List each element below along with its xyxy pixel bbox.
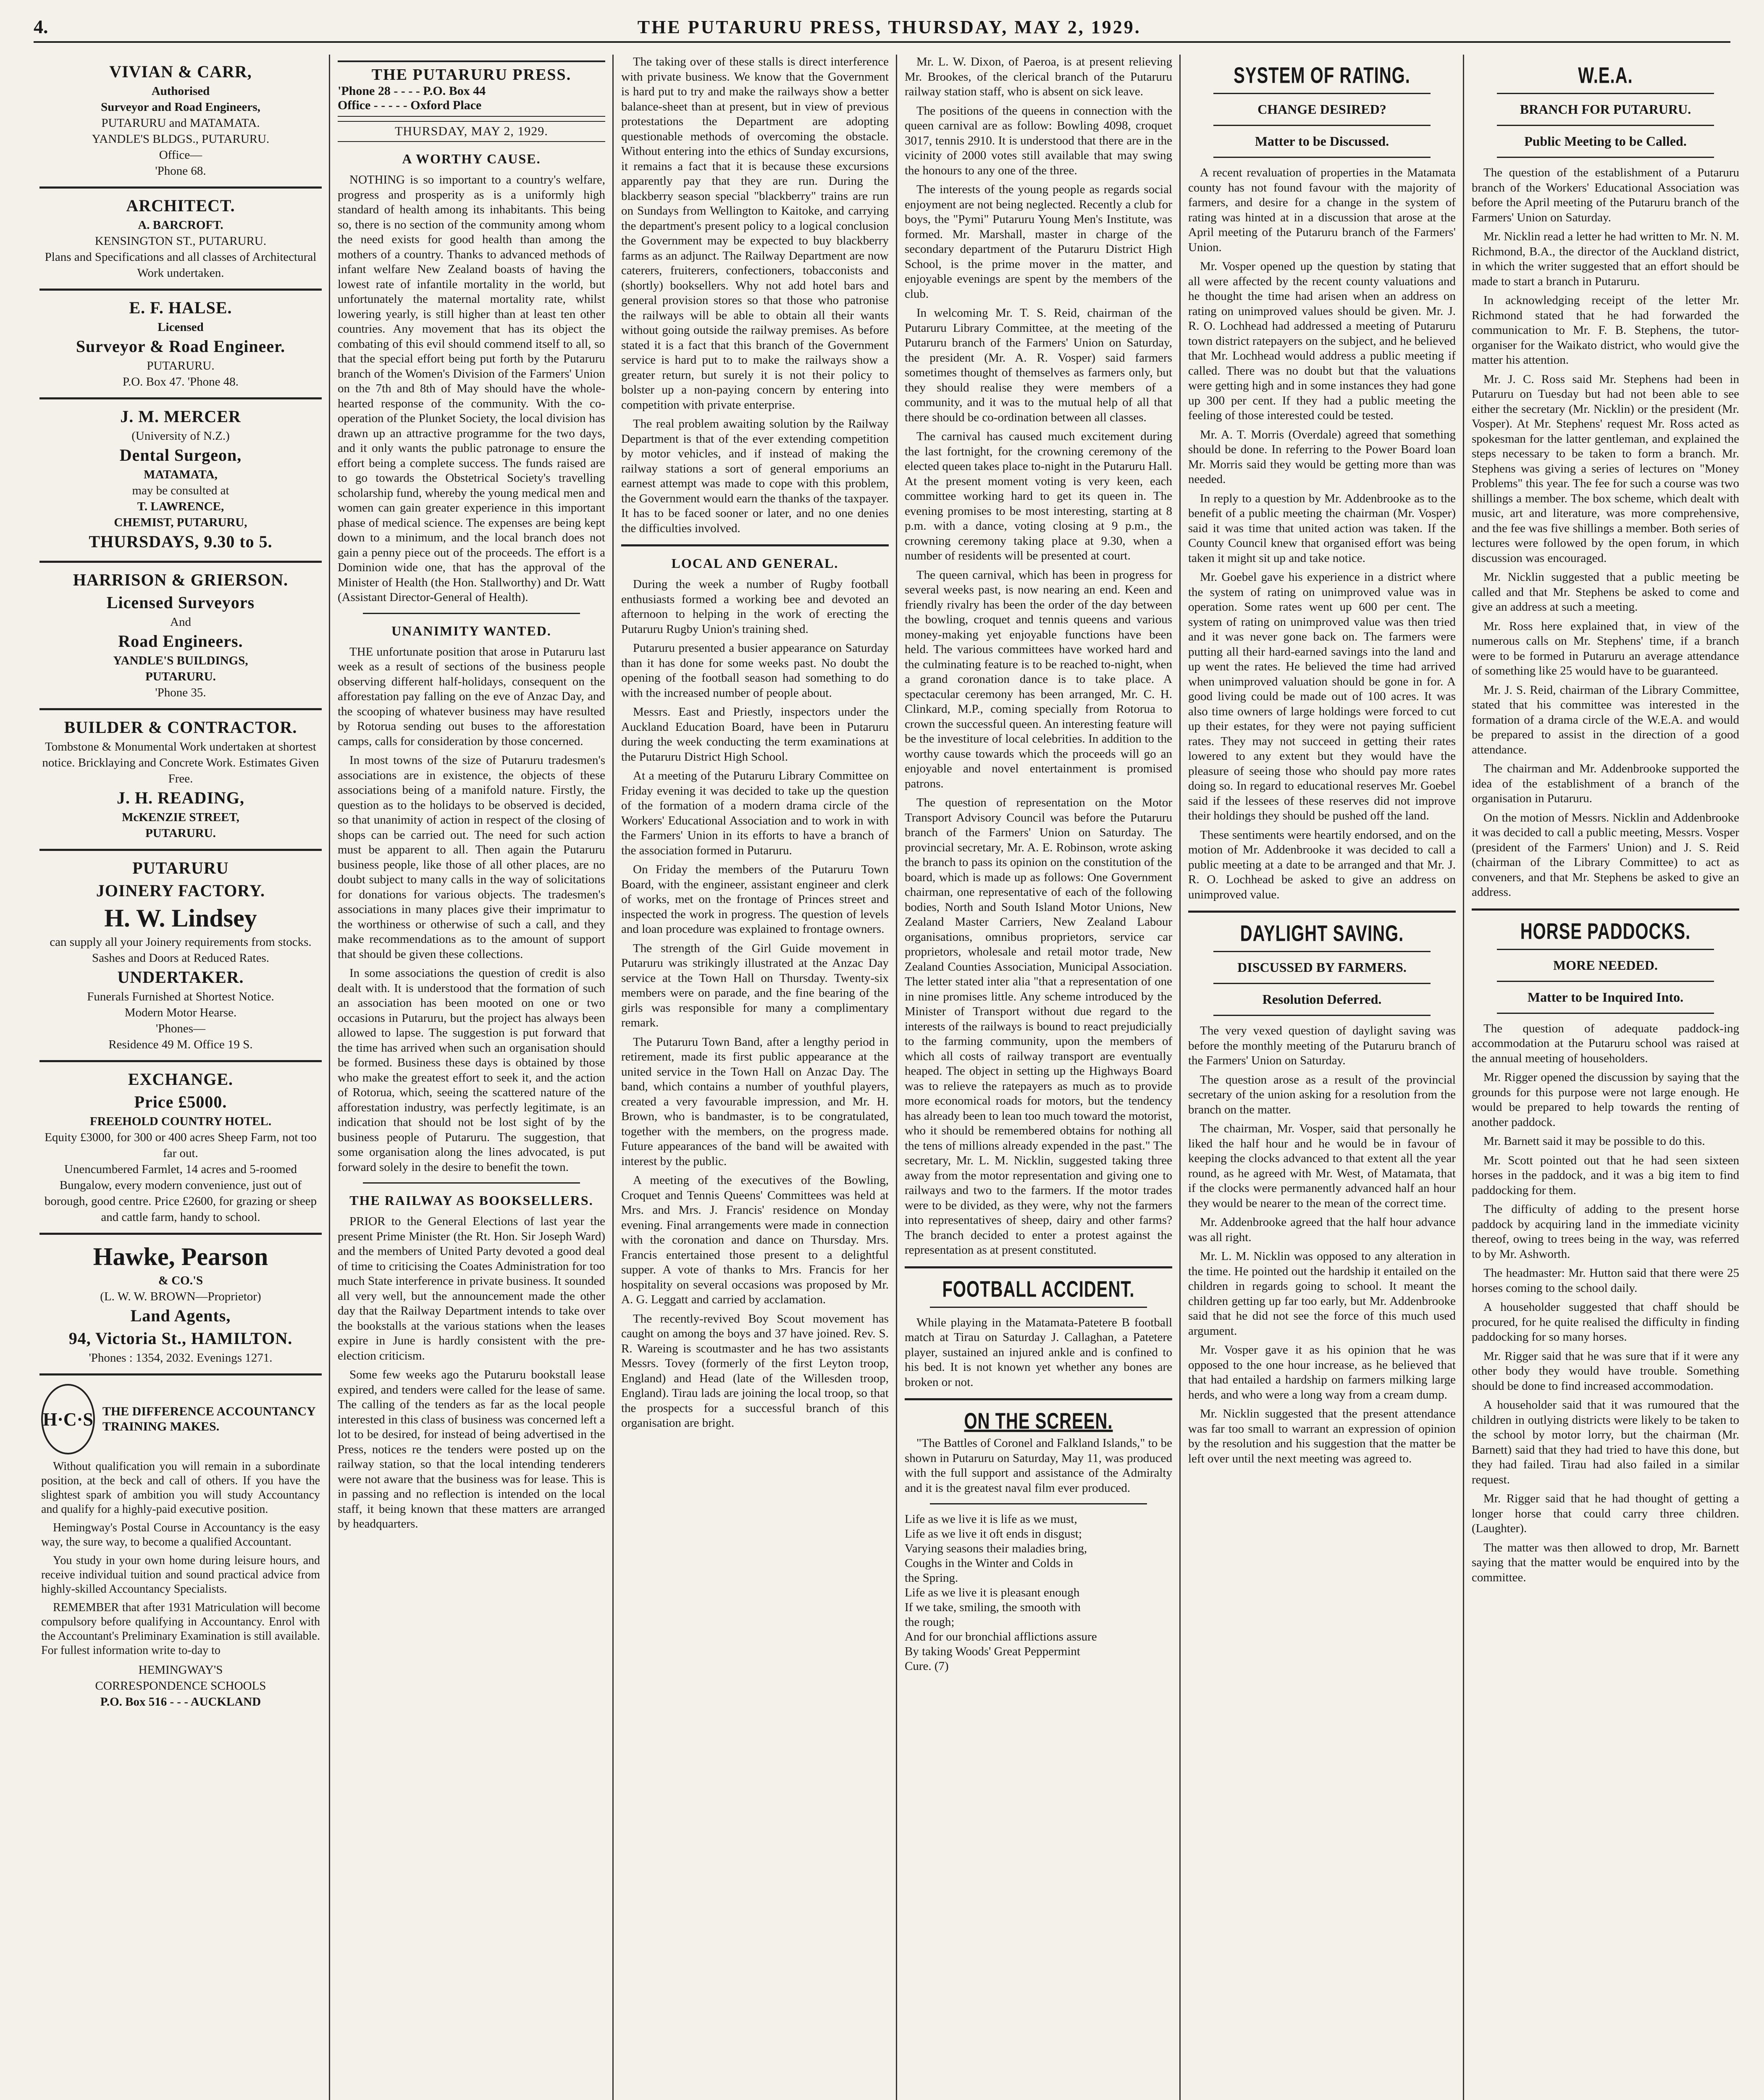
article-paragraph: The chairman, Mr. Vosper, said that personally he liked the half hour and he would be in favour of keeping the clocks advanced to that extent all the year round, as he agreed with Mr. West, of Matamata, that if the clocks were permanently advanced half an hour they would be nearer to the mean of the correct time. xyxy=(1188,1122,1456,1210)
article-paragraph: The interests of the young people as regards social enjoyment are not being neglected. Recently a club for boys, the "Pymi" Putaruru Young Men's Institute, was formed. Mr. Marshall, master in charge of the secondary department of the Putaruru District High School, is the prime mover in the matter, and enjoyable evenings are spent by the members of the club. xyxy=(905,183,1172,301)
ad-line: 'Phones : 1354, 2032. Evenings 1271. xyxy=(89,1351,273,1365)
article-paragraph: The difficulty of adding to the present horse paddock by acquiring land in the immediate vicinity thereof, owing to trees being in the way, was referred to by Mr. Ashworth. xyxy=(1472,1202,1739,1261)
ad-line: P.O. Box 47. 'Phone 48. xyxy=(123,375,239,388)
divider xyxy=(1213,93,1431,94)
article-paragraph: The question of the establishment of a Putaruru branch of the Workers' Educational Association was before the April meeting of the Putaruru branch of the Farmers' Union on Saturday. xyxy=(1472,166,1739,224)
press-phone: 'Phone 28 - - - - P.O. Box 44 xyxy=(338,84,486,98)
article-paragraph: Mr. Scott pointed out that he had seen sixteen horses in the paddock, and it was a big item to find paddocking for them. xyxy=(1472,1153,1739,1197)
article-subheading: Public Meeting to be Called. xyxy=(1524,134,1687,149)
article-paragraph: The matter was then allowed to drop, Mr. Barnett saying that the matter would be enquired into by the committee. xyxy=(1472,1541,1739,1584)
ad-line: JOINERY FACTORY. xyxy=(96,881,265,900)
ad-line: EXCHANGE. xyxy=(128,1070,234,1089)
ad-builder xyxy=(39,710,322,851)
advert-poem xyxy=(905,1512,1172,1674)
divider xyxy=(1497,157,1714,158)
article-paragraph: The positions of the queens in connection with the queen carnival are as follow: Bowling 4098, croquet 3017, tennis 2910. It is understood that there are in the vicinity of 2000 votes still available that may swing the honours to any one of the three. xyxy=(905,104,1172,177)
ad-halse xyxy=(39,291,322,399)
article-paragraph: The queen carnival, which has been in progress for several weeks past, is now nearing an end. Keen and friendly rivalry has been the order of the day between the bowling, croquet and tennis queens and various money-making yet enjoyable functions have been held. The various committees have worked hard and the culminating feature is to be reached to-night, when a grand coronation dance is to take place. A spectacular ceremony has been arranged, Mr. C. H. Clinkard, M.P., coming specially from Rotorua to crown the successful queen. An interesting feature will be the investiture of local celebrities. In addition to the worthy cause towards which the proceeds will go an enjoyable and novel entertainment is promised patrons. xyxy=(905,568,1172,790)
ad-line: YANDLE'S BUILDINGS, xyxy=(113,654,248,667)
divider xyxy=(1497,1013,1714,1014)
article-paragraph: A recent revaluation of properties in the Matamata county has not found favour with the majority of farmers, and desire for a change in the system of rating was hinted at in a discussion that arose at the April meeting of the Putaruru branch of the Farmers' Union. xyxy=(1188,166,1456,254)
column-rule xyxy=(1463,55,1464,2100)
ad-architect xyxy=(39,189,322,291)
article-heading: LOCAL AND GENERAL. xyxy=(671,556,839,571)
article-paragraph: PRIOR to the General Elections of last year the present Prime Minister (the Rt. Hon. Sir Joseph Ward) and the members of United Party devoted a good deal of time to criticising the Coates Administration for too much State interference in private business. It sounded all very well, but the announcement made the other day that the Railway Department intends to take over the bookstalls at the various stations when the leases expire in June is hardly consistent with the pre-election criticism. xyxy=(338,1215,605,1362)
divider xyxy=(1213,983,1431,984)
article-paragraph: Some few weeks ago the Putaruru bookstall lease expired, and tenders were called for the lease of same. The calling of the tenders as far as the local people interested in this class of business was concerned left a lot to be desired, for instead of being advertised in the Press, notices re the tenders were posted up on the railway station, so that the local intending tenderers were not aware that the business was for lease. This is in passing and no reflection is intended on the local staff, it being known that these matters are arranged by headquarters. xyxy=(338,1368,606,1530)
hcs-banner xyxy=(41,1384,320,1454)
ad-line: Road Engineers. xyxy=(118,632,243,651)
ad-line: Modern Motor Hearse. xyxy=(124,1006,237,1019)
ad-line: Licensed xyxy=(158,320,204,334)
ad-line: 94, Victoria St., HAMILTON. xyxy=(68,1329,293,1348)
ad-line: McKENZIE STREET, xyxy=(122,811,239,824)
ad-line: HEMINGWAY'S xyxy=(138,1663,223,1677)
article-heading: FOOTBALL ACCIDENT. xyxy=(942,1276,1135,1302)
column-rule xyxy=(329,55,330,2100)
article-heading: HORSE PADDOCKS. xyxy=(1520,919,1691,944)
hcs-logo-icon: H·C·S xyxy=(41,1384,95,1454)
ad-line: Surveyor and Road Engineers, xyxy=(101,100,260,114)
article-paragraph: Mr. Vosper opened up the question by stating that all were affected by the recent county valuations and he thought the time had arisen when an address on rating on unimproved values should be given. Mr. J. R. O. Lochhead had addressed a meeting of Putaruru town district ratepayers on the subject, and he believed that Mr. Lochhead would address a public meeting if called. There was no doubt but that the valuations were getting high and in some instances they had gone up 300 per cent. If they had a public meeting the feeling of those interested could be tested. xyxy=(1188,260,1456,422)
ad-line: Plans and Specifications and all classes of Architectural Work undertaken. xyxy=(45,250,317,280)
news-column-5 xyxy=(1182,55,1462,2100)
poem-line: If we take, smiling, the smooth with xyxy=(905,1601,1081,1614)
article-paragraph: Mr. Vosper gave it as his opinion that he was opposed to the one hour increase, as he believed that that had entailed a hardship on farmers milking large herds, and who were a long way from a cream dump. xyxy=(1188,1343,1456,1402)
article-paragraph: On the motion of Messrs. Nicklin and Addenbrooke it was decided to call a public meeting, Messrs. Vosper (president of the Farmers' Union) and J. S. Reid (chairman of the Library Committee) to act as conveners, and that Mr. Stephens be asked to give an address. xyxy=(1472,811,1739,899)
divider xyxy=(621,544,889,546)
article-paragraph: Mr. Nicklin suggested that the present attendance was far too small to warrant an expression of opinion by the resolution and his suggestion that the matter be left over until the next meeting was agreed to. xyxy=(1188,1407,1456,1465)
ad-line: Unencumbered Farmlet, 14 acres and 5-roomed Bungalow, every modern convenience, just out of borough, good centre. Price £2600, for grazing or sheep and cattle farm, handy to school. xyxy=(44,1163,317,1224)
poem-line: By taking Woods' Great Peppermint xyxy=(905,1645,1080,1658)
ad-paragraph: Hemingway's Postal Course in Accountancy is the easy way, the sure way, to become a qualified Accountant. xyxy=(41,1521,320,1549)
article-paragraph: The taking over of these stalls is direct interference with private business. We know that the Government is hard put to try and make the railways show a better balance-sheet than at present, but in view of previous protestations the Department are adopting questionable methods of overcoming the obstacle. Without entering into the ethics of Sunday excursions, it remains a fact that it is because these excursions apparently pay that they are run. During the blackberry season special "blackberry" trains are run on Sundays from Wellington to Kaitoke, and carrying the department's present policy to a logical conclusion the Government may be expected to buy blackberry farms as an adjunct. The Railway Department are now caterers, fruiterers, confectioners, tobacconists and (shortly) booksellers. Why not add hotel bars and general provision stores so that those who patronise the railways will be able to obtain all their wants without going outside the railway premises. As before stated it is a fact that this branch of the Government service is hard put to to make the railways show a greater return, but surely it is not their policy to bolster up a non-paying concern by entering into competition with private enterprise. xyxy=(621,55,889,412)
ad-line: H. W. Lindsey xyxy=(104,904,257,932)
article-paragraph: Mr. Ross here explained that, in view of the numerous calls on Mr. Stephens' time, if a branch were to be formed in Putaruru an average attendance of something like 25 would have to be guaranteed. xyxy=(1472,619,1739,677)
article-subheading: DISCUSSED BY FARMERS. xyxy=(1237,960,1407,975)
ad-line: Licensed Surveyors xyxy=(106,593,255,612)
column-rule xyxy=(612,55,614,2100)
article-paragraph: The very vexed question of daylight saving was before the monthly meeting of the Putaruru branch of the Farmers' Union on Saturday. xyxy=(1188,1024,1456,1067)
article-paragraph: In reply to a question by Mr. Addenbrooke as to the benefit of a public meeting the chairman (Mr. Vosper) said it was time that united action was taken. If the County Council knew that organised effort was being taken it might sit up and take notice. xyxy=(1188,491,1456,565)
article-heading: ON THE SCREEN. xyxy=(964,1409,1113,1434)
ad-line: (University of N.Z.) xyxy=(131,429,230,443)
press-flag xyxy=(338,60,605,117)
article-paragraph: Mr. Nicklin suggested that a public meeting be called and that Mr. Stephens be asked to come and give an address at such a meeting. xyxy=(1472,570,1739,614)
article-paragraph: The real problem awaiting solution by the Railway Department is that of the ever extending competition by motor vehicles, and if instead of making the railway stations a sort of general emporiums an earnest attempt was made to cope with this problem, the Government would earn the thanks of the taxpayer. It has to be faced sooner or later, and no one denies the difficulties involved. xyxy=(621,417,889,535)
article-paragraph: Mr. Addenbrooke agreed that the half hour advance was all right. xyxy=(1188,1215,1456,1244)
article-paragraph: The recently-revived Boy Scout movement has caught on among the boys and 37 have joined. Rev. S. R. Wareing is scoutmaster and he has two assistants Messrs. Tovey (formerly of the first Leyton troop, England) and Head (late of the Willesden troop, England). Tirau lads are joining the local troop, so that the prospects for a successful branch of this organisation are bright. xyxy=(621,1312,889,1430)
ad-line: PUTARURU. xyxy=(145,827,216,840)
ad-joinery xyxy=(39,851,322,1062)
article-paragraph: NOTHING is so important to a country's welfare, progress and prosperity as is a uniformly high standard of health among its inhabitants. This being so, there is no section of the community among whom the need exists for good health than among the mothers of a country. Thanks to advanced methods of infant welfare New Zealand boasts of having the lowest rate of infantile mortality in the world, but unfortunately the maternal mortality rate, whilst lowering yearly, is still higher than at least ten other countries. Any movement that has its object the combating of this evil should commend itself to all, so that the special effort being put forth by the Putaruru branch of the Women's Division of the Farmers' Union on the 7th and 8th of May should have the whole-hearted response of the community. With the co-operation of the Plunket Society, the local division has drawn up an attractive programme for the two days, and it only wants the public patronage to ensure the effort being a complete success. The funds raised are to go towards the Obstetrical Society's travelling scholarship fund, whereby the young medical men and women can gain greater experience in this important phase of medical science. The expenses are being kept down to a minimum, and the local branch does not gain a penny piece out of the proceeds. The effort is a Dominion wide one, that has the approval of the Minister of Health (the Hon. Stallworthy) and Dr. Watt (Assistant Director-General of Health). xyxy=(338,173,605,604)
article-paragraph: A householder suggested that chaff should be procured, for he quite realised the difficulty in finding paddocking for so many horses. xyxy=(1472,1300,1739,1344)
article-heading: THE RAILWAY AS BOOKSELLERS. xyxy=(349,1193,593,1208)
press-office: Office - - - - - Oxford Place xyxy=(338,98,482,112)
advertisement-column xyxy=(34,55,328,2100)
article-paragraph: On Friday the members of the Putaruru Town Board, with the engineer, assistant engineer and clerk of works, met on the frontage of Princes street and inspected the work in progress. The question of levels and loan procedure was explained to frontage owners. xyxy=(621,863,889,936)
news-column-6 xyxy=(1466,55,1745,2100)
article-paragraph: Mr. Barnett said it may be possible to do this. xyxy=(1483,1134,1705,1148)
ad-line: can supply all your Joinery requirements from stocks. Sashes and Doors at Reduced Rates. xyxy=(50,935,312,965)
ad-hemingway xyxy=(39,1376,322,1717)
ad-line: Surveyor & Road Engineer. xyxy=(76,337,286,356)
article-paragraph: A householder said that it was rumoured that the children in outlying districts were likely to be taken to the school by motor lorry, but the chairman (Mr. Barnett) said that they had tried to have this done, but they had failed. Tirau had also failed in a similar request. xyxy=(1472,1398,1739,1486)
article-paragraph: While playing in the Matamata-Patetere B football match at Tirau on Saturday J. Callaghan, a Patetere player, sustained an injured ankle and is confined to his bed. It is not known yet whether any bones are broken or not. xyxy=(905,1315,1172,1389)
ad-line: Authorised xyxy=(151,84,210,98)
ad-line: CORRESPONDENCE SCHOOLS xyxy=(95,1679,266,1693)
article-subheading: Matter to be Discussed. xyxy=(1255,134,1389,149)
article-paragraph: The carnival has caused much excitement during the last fortnight, for the crowning ceremony of the elected queen takes place to-night in the Putaruru Hall. At the present moment voting is very keen, each committee working hard to get its queen in. The evening promises to be most interesting, starting at 8 p.m. with a dance, voting closing at 9 p.m., the crowning ceremony taking place at 9.30, when a number of residents will be presented at court. xyxy=(905,430,1172,562)
ad-line: BUILDER & CONTRACTOR. xyxy=(64,718,297,737)
article-subheading: Resolution Deferred. xyxy=(1262,992,1382,1007)
ad-line: VIVIAN & CARR, xyxy=(109,62,252,81)
article-paragraph: Messrs. East and Priestly, inspectors under the Auckland Education Board, have been in Putaruru during the week conducting the term examinations at the Putaruru District High School. xyxy=(621,705,889,764)
ad-paragraph: REMEMBER that after 1931 Matriculation will become compulsory before qualifying in Accountancy. Enrol with the Accountant's Preliminary Examination is still available. For fullest information write to-day to xyxy=(41,1601,320,1657)
article-paragraph: Mr. L. W. Dixon, of Paeroa, is at present relieving Mr. Brookes, of the clerical branch of the Putaruru railway station staff, who is absent on sick leave. xyxy=(905,55,1172,98)
article-paragraph: The headmaster: Mr. Hutton said that there were 25 horses coming to the school daily. xyxy=(1472,1266,1739,1295)
article-paragraph: The question of adequate paddock-ing accommodation at the Putaruru school was raised at the annual meeting of householders. xyxy=(1472,1021,1739,1065)
article-heading: W.E.A. xyxy=(1578,63,1633,88)
news-column-4 xyxy=(899,55,1178,2100)
ad-line: Tombstone & Monumental Work undertaken at shortest notice. Bricklaying and Concrete Work. Estimates Given Free. xyxy=(42,740,319,785)
ad-line: Funerals Furnished at Shortest Notice. xyxy=(87,990,274,1003)
ad-hawke-pearson xyxy=(39,1235,322,1376)
article-paragraph: In most towns of the size of Putaruru tradesmen's associations are in existence, the objects of these associations being of a manifold nature. Firstly, the question as to the holidays to be observed is decided, so that unanimity of action in respect of the closing of shops can be carried out. The need for such action must be apparent to all. Then again the Putaruru business people, like those of all other places, are no doubt subject to many calls in the way of solicitations for donations for various objects. The tradesmen's associations in many places give their imprimatur to the worthiness or otherwise of such a call, and they make recommendations as to the amount of support that should be given these collections. xyxy=(338,753,605,961)
ad-line: PUTARURU. xyxy=(145,670,216,683)
ad-line: P.O. Box 516 - - - AUCKLAND xyxy=(100,1695,261,1709)
ad-harrison-grierson xyxy=(39,563,322,710)
ad-exchange xyxy=(39,1062,322,1235)
divider xyxy=(930,1503,1147,1504)
divider xyxy=(930,1307,1147,1308)
ad-line: UNDERTAKER. xyxy=(117,968,244,987)
ad-line: PUTARURU. xyxy=(147,359,215,373)
ad-line: Land Agents, xyxy=(130,1306,231,1325)
article-subheading: MORE NEEDED. xyxy=(1553,957,1658,973)
ad-line: (L. W. W. BROWN—Proprietor) xyxy=(100,1290,261,1303)
ad-line: CHEMIST, PUTARURU, xyxy=(114,516,247,529)
article-paragraph: Mr. A. T. Morris (Overdale) agreed that something should be done. In referring to the Power Board loan Mr. Morris said they would be getting more than was needed. xyxy=(1188,428,1456,486)
article-paragraph: These sentiments were heartily endorsed, and on the motion of Mr. Addenbrooke it was decided to call a public meeting at a date to be arranged and that Mr. J. R. O. Lochhead be asked to give an address on unimproved value. xyxy=(1188,828,1456,901)
ad-line: J. M. MERCER xyxy=(120,407,241,426)
poem-line: Life as we live it oft ends in disgust; xyxy=(905,1527,1082,1541)
ad-line: 'Phone 68. xyxy=(155,164,206,178)
ad-line: THURSDAYS, 9.30 to 5. xyxy=(89,532,273,551)
article-paragraph: Mr. Goebel gave his experience in a district where the system of rating on unimproved value was in operation. Some rates went up 600 per cent. The system of rating on unimproved value was then tried and it was never gone back on. The farmers were putting all their hard-earned savings into the land and up went the rates. He believed the time had arrived when unimproved valuation should be gone in for. A good living could be made out of 100 acres. It was also time owners of large holdings were forced to cut up their estates, for they were not paying sufficient rates. They may not succeed in getting their rates lowered to any extent but they would have the pleasure of seeing those who should pay more rates doing so. In regard to educational reserves Mr. Goebel said if the lessees of these reserves did not improve their holdings they should be pushed off the land. xyxy=(1188,570,1456,822)
ad-line: PUTARURU xyxy=(132,858,229,877)
divider xyxy=(1497,949,1714,950)
poem-line: Coughs in the Winter and Colds in xyxy=(905,1557,1074,1570)
divider xyxy=(1497,981,1714,982)
article-paragraph: The chairman and Mr. Addenbrooke supported the idea of the establishment of a branch of the organisation in Putaruru. xyxy=(1472,762,1739,805)
article-subheading: BRANCH FOR PUTARURU. xyxy=(1520,102,1691,117)
divider xyxy=(1213,951,1431,952)
article-paragraph: A meeting of the executives of the Bowling, Croquet and Tennis Queens' Committees was held at Mrs. and Mrs. J. Francis' residence on Monday evening. Final arrangements were made in connection with the coronation and dance on Thursday. Mrs. Francis entertained those present to a delightful supper. A vote of thanks to Mrs. Francis for her hospitality on several occasions was proposed by Mr. A. G. Leggatt and carried by acclamation. xyxy=(621,1173,889,1306)
article-paragraph: Mr. Rigger said that he had thought of getting a longer horse that could carry three children. (Laughter). xyxy=(1472,1492,1739,1535)
ad-line: And xyxy=(170,615,191,629)
ad-line: 'Phones— xyxy=(155,1022,205,1035)
ad-mercer xyxy=(39,399,322,563)
hcs-tagline: THE DIFFERENCE ACCOUNTANCY TRAINING MAKES. xyxy=(102,1404,315,1433)
ad-paragraph: Without qualification you will remain in a subordinate position, at the beck and call of others. If you have the slightest spark of ambition you will study Accountancy and qualify for a highly-paid executive position. xyxy=(41,1460,320,1516)
column-rule xyxy=(1179,55,1181,2100)
article-paragraph: Mr. L. M. Nicklin was opposed to any alteration in the time. He pointed out the hardship it entailed on the children in regards going to school. It meant the children getting up far too early, but Mr. Addenbrooke said that he did not see the force of this much used argument. xyxy=(1188,1250,1456,1338)
article-paragraph: "The Battles of Coronel and Falkland Islands," to be shown in Putaruru on Saturday, May 11, was produced with the full support and assistance of the Admiralty and it is the greatest naval film ever produced. xyxy=(905,1436,1172,1495)
article-paragraph: Mr. Nicklin read a letter he had written to Mr. N. M. Richmond, B.A., the director of the Auckland district, in which the writer suggested that an effort should be made to start a branch in Putaruru. xyxy=(1472,230,1739,288)
editorial-column xyxy=(332,55,611,2100)
ad-line: T. LAWRENCE, xyxy=(137,500,224,513)
ad-line: J. H. READING, xyxy=(116,788,245,807)
divider xyxy=(1188,911,1456,913)
ad-line: Office— xyxy=(159,148,202,162)
divider xyxy=(363,1182,580,1184)
divider xyxy=(905,1266,1172,1268)
article-paragraph: The question arose as a result of the provincial secretary of the union asking for a resolution from the branch on the matter. xyxy=(1188,1073,1456,1116)
divider xyxy=(1213,1015,1431,1016)
ad-line: 'Phone 35. xyxy=(155,686,206,699)
ad-line: A. BARCROFT. xyxy=(138,218,223,232)
article-paragraph: Mr. J. S. Reid, chairman of the Library Committee, stated that his committee was interested in the formation of a drama circle of the W.E.A. and would be prepared to assist in the direction of a good attendance. xyxy=(1472,683,1739,756)
article-paragraph: In acknowledging receipt of the letter Mr. Richmond stated that he had forwarded the communication to Mr. F. B. Stephens, the tutor-organiser for the Waikato district, who would give the matter his attention. xyxy=(1472,294,1739,367)
article-heading: UNANIMITY WANTED. xyxy=(391,623,551,638)
divider xyxy=(905,1398,1172,1400)
divider xyxy=(1213,125,1431,126)
poem-line: Varying seasons their maladies bring, xyxy=(905,1542,1087,1555)
running-title: THE PUTARURU PRESS, THURSDAY, MAY 2, 1929. xyxy=(637,17,1141,37)
article-paragraph: At a meeting of the Putaruru Library Committee on Friday evening it was decided to take up the question of the formation of a modern drama circle of the Workers' Educational Association and to work in with the Farmers' Union in its efforts to have a branch of the association formed in Putaruru. xyxy=(621,769,889,857)
article-paragraph: THE unfortunate position that arose in Putaruru last week as a result of sections of the business people observing different half-holidays, consequent on the afforestation pay falling on the eve of Anzac Day, and the scooping of whatever business may have resulted by Rotorua sending out buses to the afforestation camps, calls for consideration by those concerned. xyxy=(338,645,605,748)
divider xyxy=(1497,93,1714,94)
ad-line: Hawke, Pearson xyxy=(93,1243,268,1270)
ad-vivian-carr xyxy=(39,55,322,189)
ad-line: & CO.'S xyxy=(158,1274,203,1287)
article-paragraph: The strength of the Girl Guide movement in Putaruru was strikingly illustrated at the Anzac Day service at the Town Hall on Thursday. Twenty-six members were on parade, and the fine bearing of the girls was responsible for many a complimentary remark. xyxy=(621,941,889,1029)
article-paragraph: In welcoming Mr. T. S. Reid, chairman of the Putaruru Library Committee, at the meeting of the Putaruru branch of the Farmers' Union on Saturday, the president (Mr. A. R. Vosper) said farmers sometimes thought of themselves as farmers only, but they should realise they were members of a community, and it was to the mutual help of all that there should be co-ordination between all classes. xyxy=(905,306,1172,424)
article-paragraph: Mr. Rigger said that he was sure that if it were any other body they would have trouble. Something should be done to find increased accommodation. xyxy=(1472,1349,1739,1393)
ad-line: may be consulted at xyxy=(132,484,229,497)
ad-line: ARCHITECT. xyxy=(126,196,235,215)
article-heading: DAYLIGHT SAVING. xyxy=(1240,921,1404,946)
ad-line: Equity £3000, for 300 or 400 acres Sheep Farm, not too far out. xyxy=(45,1131,317,1160)
article-paragraph: Mr. Rigger opened the discussion by saying that the grounds for this purpose were not large enough. He would be prepared to help towards the renting of another paddock. xyxy=(1472,1071,1739,1129)
article-paragraph: The Putaruru Town Band, after a lengthy period in retirement, made its first public appearance at the united service in the Town Hall on Anzac Day. The band, which contains a number of youthful players, created a very favourable impression, and Mr. H. Brown, who is bandmaster, is to be congratulated, together with the members, on the progress made. Future appearances of the band will be awaited with interest by the public. xyxy=(621,1035,889,1168)
poem-line: the Spring. xyxy=(905,1571,958,1585)
article-paragraph: Mr. J. C. Ross said Mr. Stephens had been in Putaruru on Tuesday but had not been able to see either the secretary (Mr. Nicklin) or the president (Mr. Vosper). At Mr. Stephens' request Mr. Ross acted as spokesman for the latter gentleman, and explained the steps necessary to be taken to form a branch. Mr. Stephens was giving a series of lectures on "Money Problems" this year. The fee for such a course was two shillings a member. The box scheme, which dealt with music, art and literature, was more comprehensive, and the fee was five shillings a member. Both series of lectures were followed by the open forum, in which discussion was encouraged. xyxy=(1472,372,1739,565)
article-paragraph: In some associations the question of credit is also dealt with. It is understood that the formation of such an association has been mooted on one or two occasions in Putaruru, but the project has always been allowed to lapse. The suggestion is put forward that the time has arrived when such an organisation should be formed. Business these days is obtained by those who make the greatest effort to seek it, and the action of Rotorua, which, seeing the scattered nature of the afforestation industry, was perfectly legitimate, is an indication that should not be lost sight of by the business people of Putaruru. The suggestion, that some organisation along the lines advocated, is put forward solely in the desire to benefit the town. xyxy=(338,966,605,1174)
ad-line: E. F. HALSE. xyxy=(129,298,232,317)
issue-date: THURSDAY, MAY 2, 1929. xyxy=(338,121,605,142)
poem-line: Cure. (7) xyxy=(905,1659,949,1673)
poem-line: Life as we live it is life as we must, xyxy=(905,1512,1077,1526)
article-heading: A WORTHY CAUSE. xyxy=(402,151,541,166)
divider xyxy=(1497,125,1714,126)
ad-line: Residence 49 M. Office 19 S. xyxy=(108,1038,253,1051)
ad-line: KENSINGTON ST., PUTARURU. xyxy=(94,234,267,248)
divider xyxy=(363,613,580,614)
article-heading: SYSTEM OF RATING. xyxy=(1234,63,1410,88)
ad-line: YANDLE'S BLDGS., PUTARURU. xyxy=(92,132,270,146)
ad-line: Price £5000. xyxy=(134,1092,227,1111)
ad-line: Dental Surgeon, xyxy=(119,446,242,465)
poem-line: Life as we live it is pleasant enough xyxy=(905,1586,1080,1599)
page-header xyxy=(34,8,1730,43)
press-name: THE PUTARURU PRESS. xyxy=(371,66,572,84)
poem-line: the rough; xyxy=(905,1615,955,1629)
article-subheading: CHANGE DESIRED? xyxy=(1257,102,1386,117)
ad-line: HARRISON & GRIERSON. xyxy=(73,570,289,589)
ad-paragraph: You study in your own home during leisure hours, and receive individual tuition and sound practical advice from highly-skilled Accountancy Specialists. xyxy=(41,1554,320,1596)
divider xyxy=(1213,157,1431,158)
article-subheading: Matter to be Inquired Into. xyxy=(1527,989,1684,1005)
poem-line: And for our bronchial afflictions assure xyxy=(905,1630,1097,1643)
article-paragraph: The question of representation on the Motor Transport Advisory Council was before the Putaruru branch of the Farmers' Union on Saturday. The provincial secretary, Mr. A. E. Robinson, wrote asking the branch to pass its opinion on the constitution of the board, which is made up as follows: One Government chairman, one representative of each of the following bodies, North and South Island Motor Unions, New Zealand Master Carriers, New Zealand Labour organisations, omnibus proprietors, service car proprietors, wholesale and retail motor trade, New Zealand Counties Association, Municipal Association. The letter stated inter alia "that a representation of one in nine promises little. Any scheme introduced by the Minister of Transport without due regard to the interests of the railways is bound to react prejudicially to the farming community, upon the members of which all costs of railway transport are eventually heaped. The object in setting up the Highways Board was to relieve the ratepayers as much as to provide more economical roads for motors, but the tendency has already been to lean too much toward the motorist, who it should be remembered obtains for nothing all the tens of millions already expended in the past." The secretary, Mr. L. M. Nicklin, suggested taking three away from the motor representation and giving one to railways and two to the farmers. If the motor trades were to be divided, as they were, why not the farmers into representatives of sheep, dairy and other farms? The branch decided to enter a protest against the representation as at present constituted. xyxy=(905,796,1172,1257)
article-paragraph: Putaruru presented a busier appearance on Saturday than it has done for some weeks past. No doubt the opening of the football season had something to do with the increased number of people about. xyxy=(621,641,889,700)
page-number: 4. xyxy=(34,16,48,37)
ad-line: PUTARURU and MATAMATA. xyxy=(101,116,260,130)
ad-line: FREEHOLD COUNTRY HOTEL. xyxy=(89,1115,272,1128)
article-paragraph: During the week a number of Rugby football enthusiasts formed a working bee and devoted an afternoon to helping in the work of erecting the Putaruru Rugby Union's training shed. xyxy=(621,578,889,636)
divider xyxy=(1472,908,1739,911)
news-column-3 xyxy=(615,55,895,2100)
column-rule xyxy=(896,55,897,2100)
ad-line: MATAMATA, xyxy=(144,468,218,481)
